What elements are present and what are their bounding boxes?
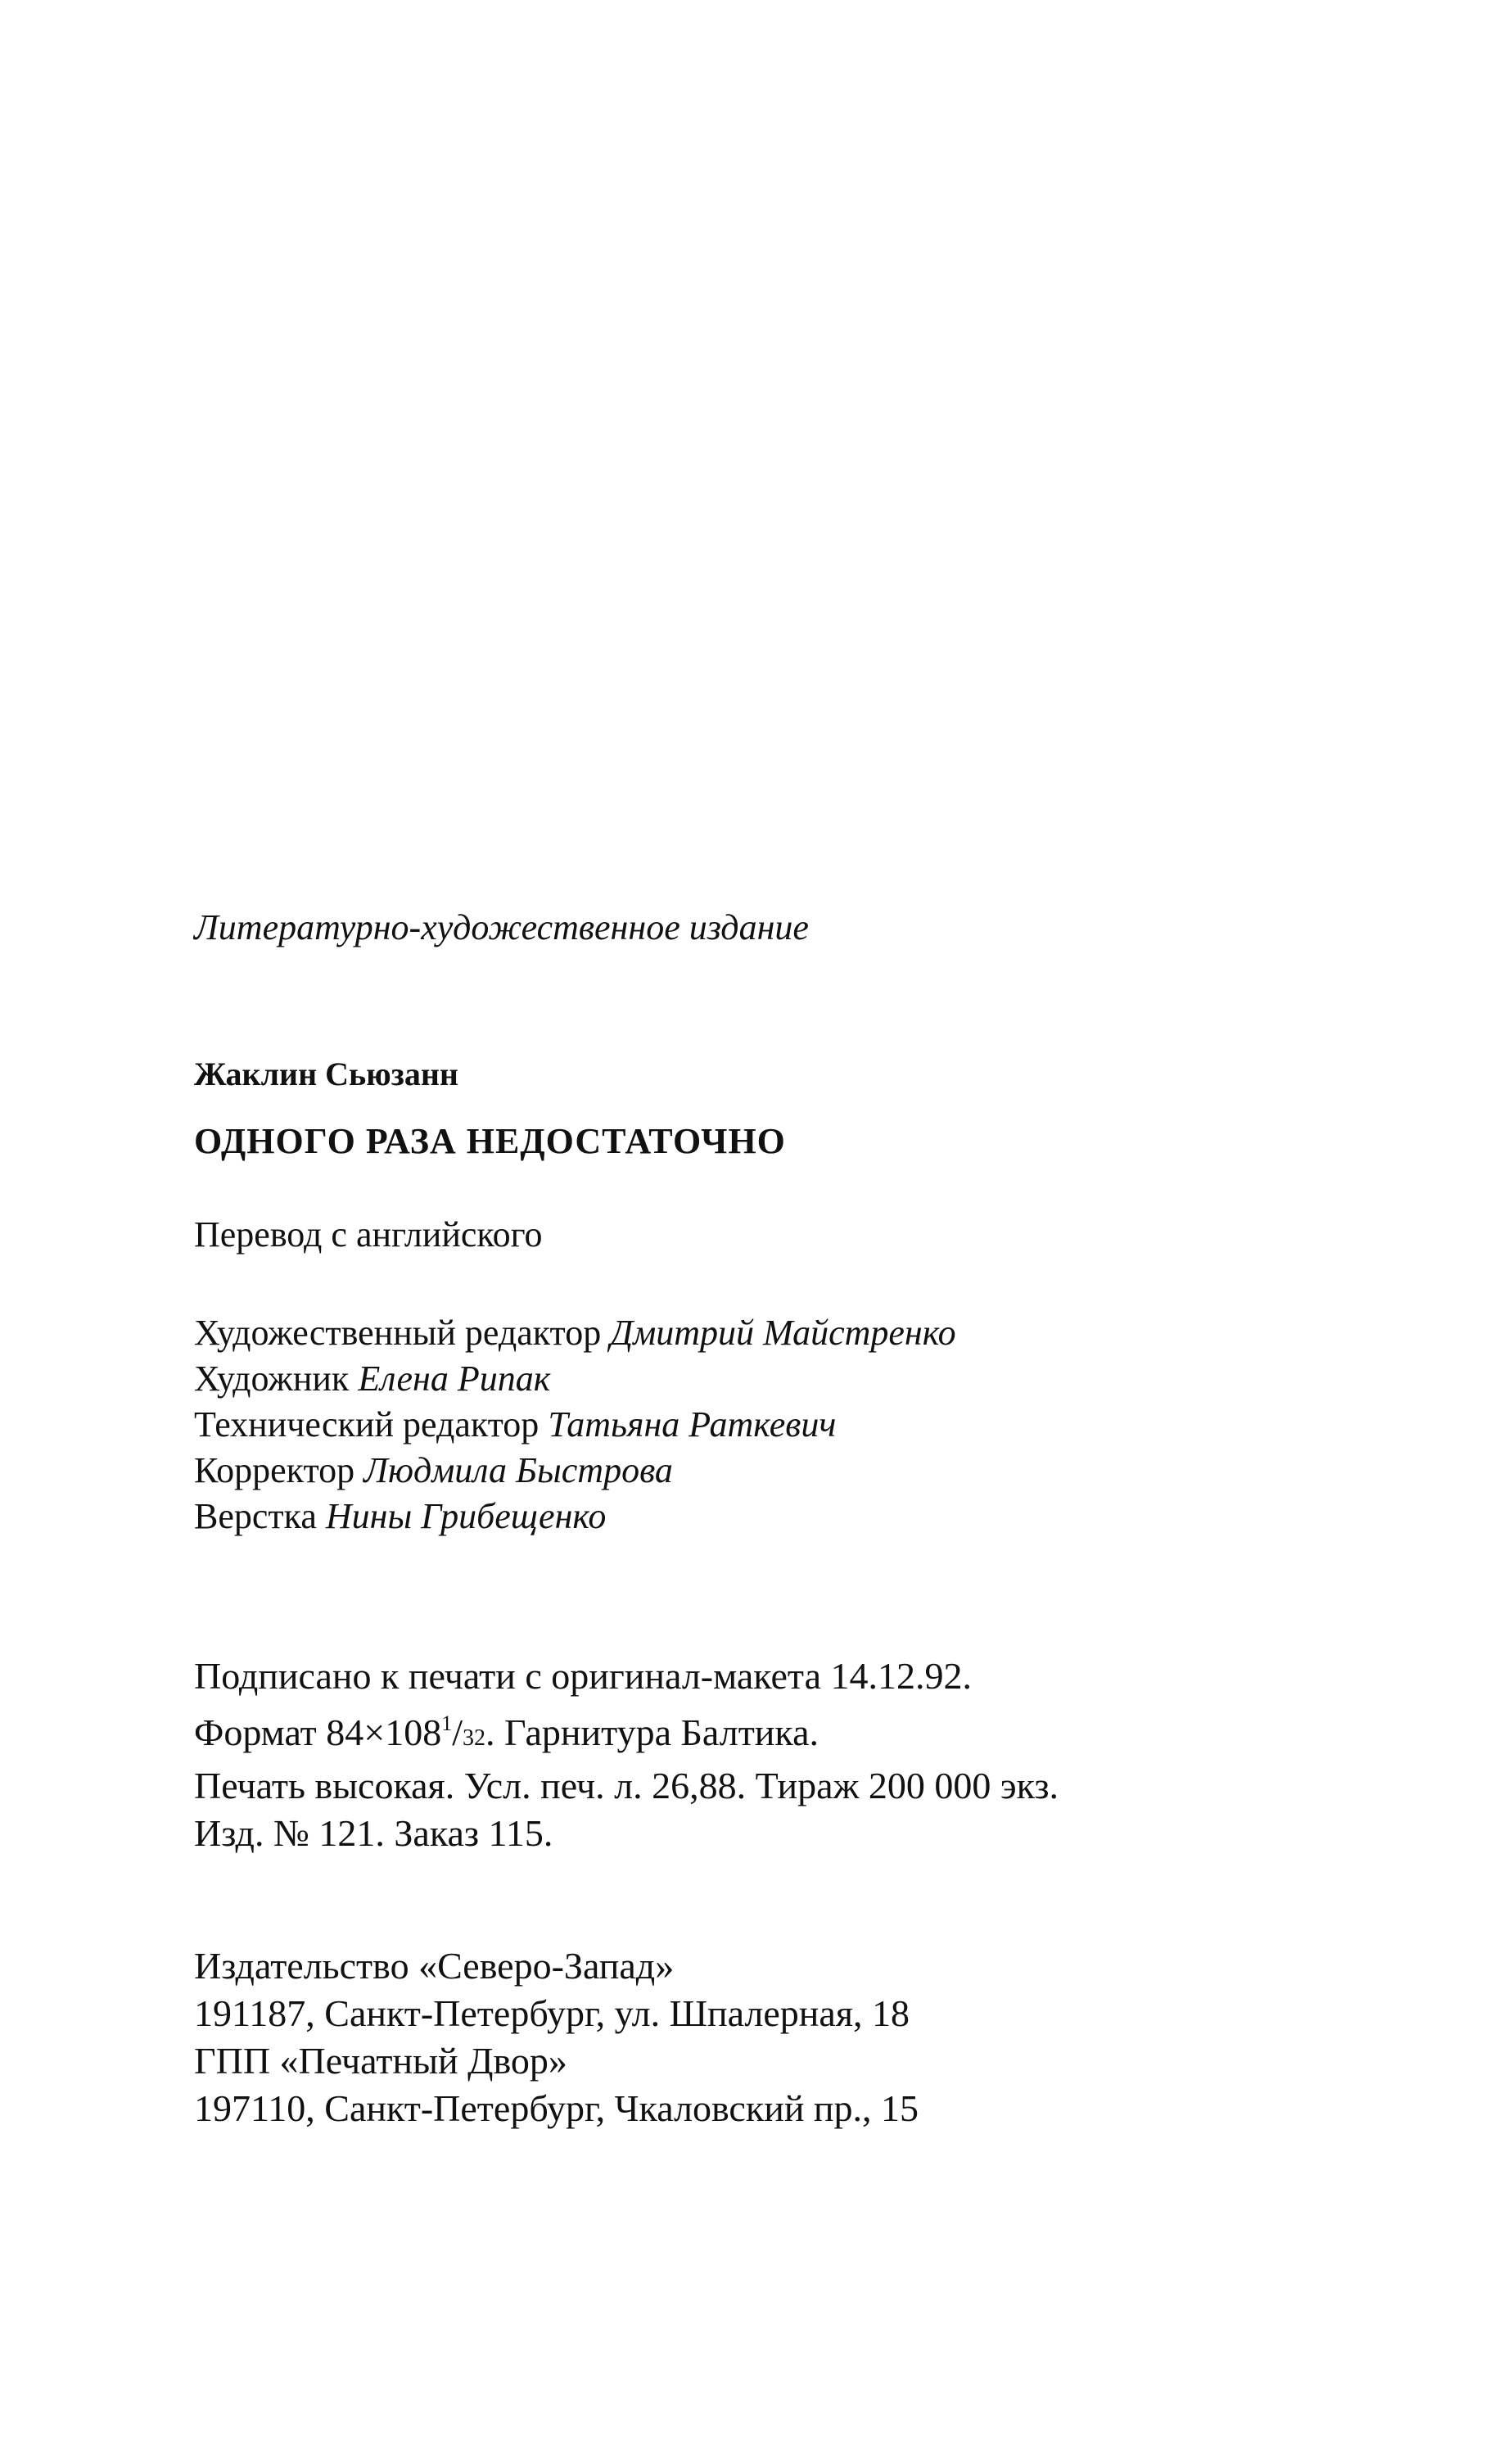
publisher-name: Издательство «Северо-Запад» (194, 1945, 675, 1987)
credit-name: Дмитрий Майстренко (610, 1313, 956, 1353)
credit-role: Технический редактор (194, 1404, 540, 1444)
book-title (194, 1119, 1471, 1164)
edition-type-text: Литературно-художественное издание (194, 907, 809, 947)
credit-name: Людмила Быстрова (363, 1450, 673, 1490)
format-numerator: 1 (441, 1711, 453, 1735)
imprint-details (194, 1652, 1471, 1857)
print-run-line: Печать высокая. Усл. печ. л. 26,88. Тираж 200 000 экз. (194, 1765, 1059, 1806)
publisher-details (194, 1942, 1471, 2132)
credit-name: Нины Грибещенко (325, 1496, 607, 1536)
credit-line (194, 1356, 1471, 1402)
printer-name: ГПП «Печатный Двор» (194, 2040, 567, 2082)
book-title-text: ОДНОГО РАЗА НЕДОСТАТОЧНО (194, 1121, 786, 1161)
author (194, 1053, 1471, 1096)
credit-name: Татьяна Раткевич (548, 1404, 837, 1444)
format-suffix: . Гарнитура Балтика. (485, 1711, 819, 1753)
format-denominator: 32 (463, 1725, 485, 1751)
order-line: Изд. № 121. Заказ 115. (194, 1812, 553, 1854)
credit-name: Елена Рипак (358, 1359, 551, 1399)
credit-line (194, 1448, 1471, 1494)
credit-role: Корректор (194, 1450, 355, 1490)
translation-note (194, 1212, 1471, 1258)
credit-role: Верстка (194, 1496, 317, 1536)
format-line (194, 1700, 1471, 1762)
credits-list (194, 1310, 1471, 1539)
credit-line (194, 1494, 1471, 1539)
printer-address: 197110, Санкт-Петербург, Чкаловский пр., 15 (194, 2087, 919, 2129)
edition-type (194, 905, 1471, 951)
credit-role: Художник (194, 1359, 350, 1399)
credit-role: Художественный редактор (194, 1313, 602, 1353)
publisher-address: 191187, Санкт-Петербург, ул. Шпалерная, 18 (194, 1992, 910, 2034)
author-name: Жаклин Сьюзанн (194, 1056, 458, 1092)
credit-line (194, 1310, 1471, 1356)
signed-to-print: Подписано к печати с оригинал-макета 14.12.92. (194, 1655, 973, 1697)
translation-note-text: Перевод с английского (194, 1214, 543, 1255)
format-slash: / (452, 1711, 463, 1753)
format-prefix: Формат 84×108 (194, 1711, 442, 1753)
credit-line (194, 1402, 1471, 1448)
